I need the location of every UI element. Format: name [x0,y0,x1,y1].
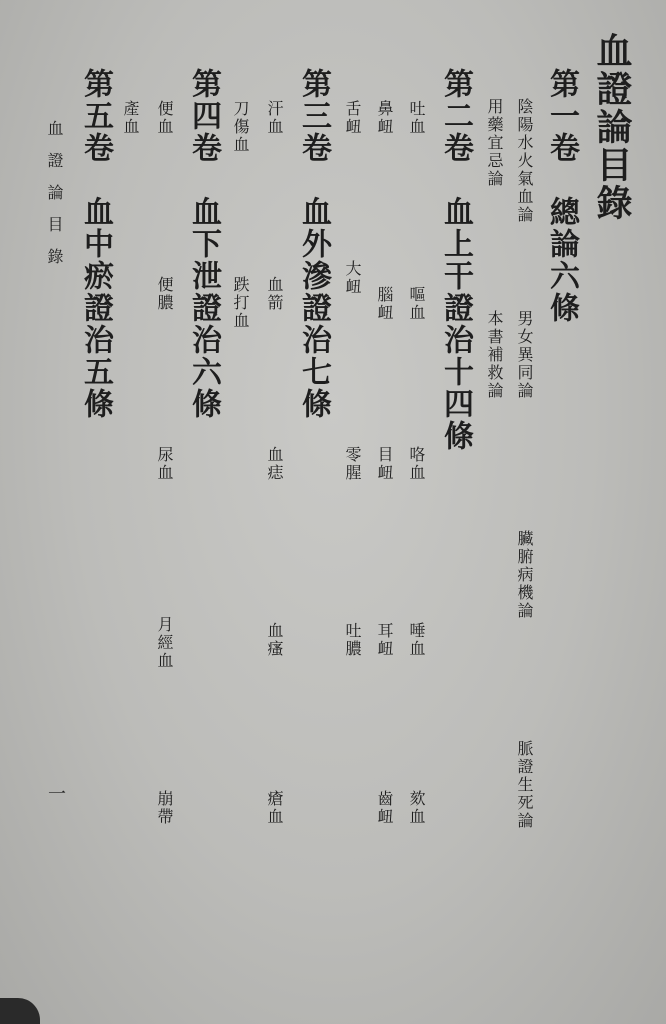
volume-4-item: 尿血 [155,446,174,482]
volume-4-item: 崩帶 [155,790,174,826]
volume-2-item: 唾血 [407,622,426,658]
volume-2-item: 腦衄 [375,286,394,322]
volume-4-item: 便血 [155,100,174,136]
volume-1-item: 陰陽水火氣血論 [515,98,534,224]
volume-2-item: 耳衄 [375,622,394,658]
page-corner-shadow [0,998,40,1024]
volume-2-item: 欬血 [407,790,426,826]
volume-1-item: 臟腑病機論 [515,530,534,620]
volume-2-item: 吐血 [407,100,426,136]
volume-2-item: 嘔血 [407,286,426,322]
volume-3-item: 血箭 [265,276,284,312]
running-title: 血證論目錄 [45,120,64,280]
volume-3-item: 血瘙 [265,622,284,658]
volume-2-item: 大衄 [343,260,362,296]
volume-4-heading: 第四卷 血下泄證治六條 [186,68,221,420]
volume-4-item: 產血 [121,100,140,136]
volume-3-item: 刀傷血 [231,100,250,154]
volume-3-item: 跌打血 [231,276,250,330]
page-number: 一 [45,784,66,804]
volume-1-item: 用藥宜忌論 [485,98,504,188]
volume-2-item: 鼻衄 [375,100,394,136]
volume-2-item: 舌衄 [343,100,362,136]
volume-5-heading: 第五卷 血中瘀證治五條 [78,68,113,420]
volume-2-item: 咯血 [407,446,426,482]
volume-3-item: 血痣 [265,446,284,482]
volume-2-item: 齒衄 [375,790,394,826]
volume-2-heading: 第二卷 血上干證治十四條 [438,68,473,452]
volume-1-heading: 第一卷 總論六條 [544,68,579,324]
volume-3-heading: 第三卷 血外滲證治七條 [296,68,331,420]
volume-2-item: 目衄 [375,446,394,482]
volume-1-item: 男女異同論 [515,310,534,400]
volume-2-item: 吐膿 [343,622,362,658]
volume-3-item: 汗血 [265,100,284,136]
volume-4-item: 便膿 [155,276,174,312]
volume-4-item: 月經血 [155,616,174,670]
page-title: 血證論目錄 [591,32,633,222]
volume-3-item: 瘡血 [265,790,284,826]
volume-2-item: 零腥 [343,446,362,482]
volume-1-item: 脈證生死論 [515,740,534,830]
volume-1-item: 本書補救論 [485,310,504,400]
